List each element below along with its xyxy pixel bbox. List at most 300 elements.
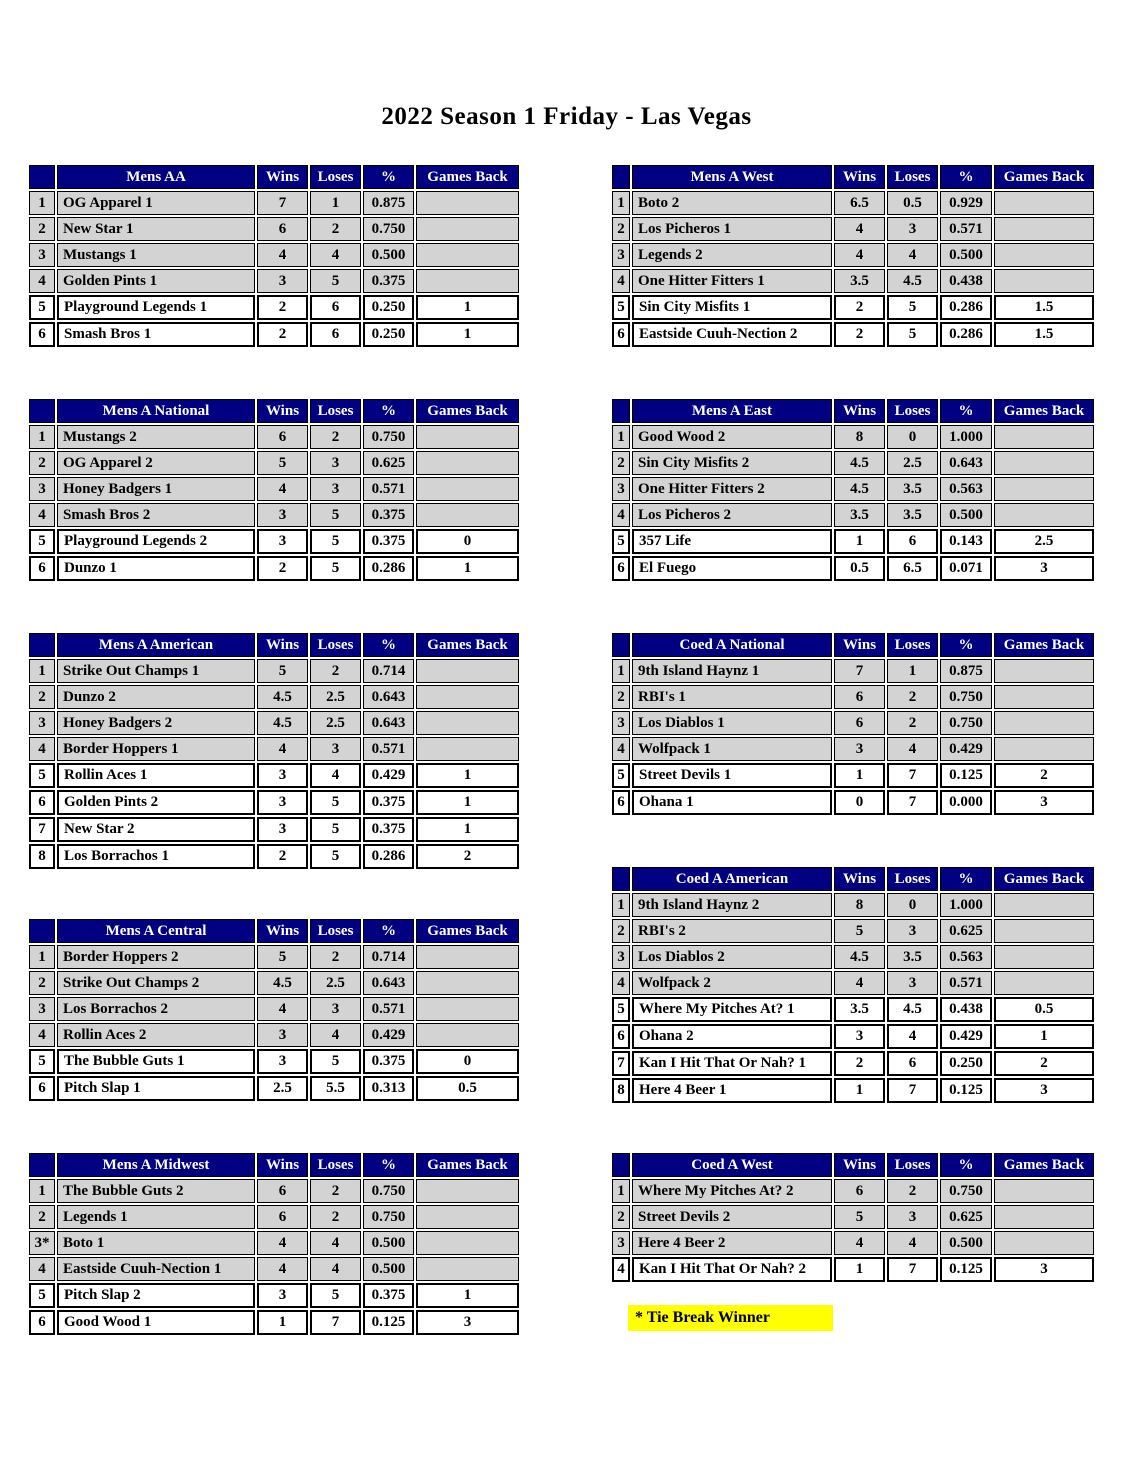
games-back-cell	[416, 1231, 519, 1255]
table-row	[612, 503, 1094, 527]
rank-cell: 3	[612, 945, 630, 969]
wins-cell: 4	[257, 997, 308, 1021]
team-cell: New Star 1	[57, 217, 255, 241]
table-title: Coed A American	[632, 867, 832, 891]
team-cell: Good Wood 1	[57, 1310, 255, 1335]
games-back-cell: 1	[416, 322, 519, 347]
pct-cell: 0.250	[363, 322, 414, 347]
rank-cell: 8	[612, 1078, 630, 1103]
team-cell: Border Hoppers 1	[57, 737, 255, 761]
table-row	[612, 1179, 1094, 1203]
table-row	[29, 217, 519, 241]
games-back-cell: 2.5	[994, 529, 1094, 554]
games-back-cell: 0	[416, 1049, 519, 1074]
wins-cell: 1	[834, 1078, 885, 1103]
wins-cell: 4	[257, 1257, 308, 1281]
rank-cell: 3	[612, 1231, 630, 1255]
table-row	[612, 477, 1094, 501]
rank-cell: 4	[29, 1023, 55, 1047]
pct-cell: 0.375	[363, 1283, 414, 1308]
table-corner-cell	[29, 399, 55, 423]
games-back-cell	[416, 243, 519, 267]
games-back-cell	[994, 685, 1094, 709]
table-corner-cell	[612, 165, 630, 189]
table-row	[29, 1179, 519, 1203]
table-header-row	[612, 165, 1094, 189]
team-cell: Mustangs 1	[57, 243, 255, 267]
pct-cell: 0.438	[940, 269, 992, 293]
pct-cell: 0.313	[363, 1076, 414, 1101]
team-cell: One Hitter Fitters 2	[632, 477, 832, 501]
table-row	[29, 711, 519, 735]
rank-cell: 1	[612, 893, 630, 917]
table-row	[29, 1205, 519, 1229]
loses-cell: 2	[310, 945, 361, 969]
wins-cell: 7	[257, 191, 308, 215]
wins-cell: 4.5	[834, 451, 885, 475]
loses-cell: 5	[310, 269, 361, 293]
loses-cell: 1	[310, 191, 361, 215]
wins-cell: 2	[257, 322, 308, 347]
wins-cell: 8	[834, 425, 885, 449]
rank-cell: 5	[29, 763, 55, 788]
wins-cell: 1	[834, 529, 885, 554]
col-header-wins: Wins	[257, 633, 308, 657]
col-header-games-back: Games Back	[416, 919, 519, 943]
table-corner-cell	[29, 919, 55, 943]
wins-cell: 4	[834, 1231, 885, 1255]
table-row	[612, 971, 1094, 995]
pct-cell: 0.286	[940, 322, 992, 347]
table-row	[612, 425, 1094, 449]
games-back-cell	[994, 243, 1094, 267]
col-header-loses: Loses	[887, 399, 938, 423]
col-header-wins: Wins	[257, 919, 308, 943]
wins-cell: 6	[834, 1179, 885, 1203]
games-back-cell: 1.5	[994, 295, 1094, 320]
team-cell: Legends 2	[632, 243, 832, 267]
table-row	[612, 685, 1094, 709]
table-row	[612, 893, 1094, 917]
team-cell: Mustangs 2	[57, 425, 255, 449]
col-header-loses: Loses	[310, 633, 361, 657]
pct-cell: 0.714	[363, 659, 414, 683]
games-back-cell	[416, 659, 519, 683]
loses-cell: 4	[887, 1231, 938, 1255]
team-cell: Street Devils 1	[632, 763, 832, 788]
rank-cell: 1	[29, 425, 55, 449]
standings-table-mens-aa	[27, 163, 521, 349]
team-cell: The Bubble Guts 1	[57, 1049, 255, 1074]
games-back-cell	[416, 945, 519, 969]
table-row	[29, 1076, 519, 1101]
table-row	[612, 1205, 1094, 1229]
col-header-games-back: Games Back	[994, 867, 1094, 891]
rank-cell: 1	[29, 191, 55, 215]
rank-cell: 6	[612, 322, 630, 347]
pct-cell: 0.250	[940, 1051, 992, 1076]
wins-cell: 4	[257, 737, 308, 761]
pct-cell: 0.625	[940, 919, 992, 943]
rank-cell: 1	[29, 1179, 55, 1203]
pct-cell: 1.000	[940, 425, 992, 449]
wins-cell: 2	[257, 844, 308, 869]
games-back-cell	[994, 503, 1094, 527]
rank-cell: 5	[612, 295, 630, 320]
loses-cell: 4	[310, 763, 361, 788]
team-cell: Honey Badgers 1	[57, 477, 255, 501]
games-back-cell	[416, 685, 519, 709]
wins-cell: 5	[257, 659, 308, 683]
games-back-cell	[994, 893, 1094, 917]
loses-cell: 5	[310, 790, 361, 815]
team-cell: Wolfpack 1	[632, 737, 832, 761]
loses-cell: 2	[310, 217, 361, 241]
table-row	[612, 790, 1094, 815]
wins-cell: 6	[834, 685, 885, 709]
team-cell: Los Diablos 1	[632, 711, 832, 735]
games-back-cell: 3	[994, 1078, 1094, 1103]
pct-cell: 0.125	[940, 1078, 992, 1103]
rank-cell: 2	[612, 1205, 630, 1229]
table-row	[29, 243, 519, 267]
loses-cell: 5	[887, 322, 938, 347]
team-cell: Where My Pitches At? 1	[632, 997, 832, 1022]
games-back-cell: 3	[994, 790, 1094, 815]
team-cell: El Fuego	[632, 556, 832, 581]
wins-cell: 6	[257, 425, 308, 449]
team-cell: Legends 1	[57, 1205, 255, 1229]
loses-cell: 7	[887, 763, 938, 788]
table-header-row	[612, 1153, 1094, 1177]
rank-cell: 5	[612, 997, 630, 1022]
rank-cell: 4	[612, 737, 630, 761]
rank-cell: 4	[29, 269, 55, 293]
col-header-loses: Loses	[310, 399, 361, 423]
pct-cell: 0.500	[363, 1257, 414, 1281]
rank-cell: 3	[612, 711, 630, 735]
loses-cell: 1	[887, 659, 938, 683]
games-back-cell	[416, 711, 519, 735]
table-row	[612, 1078, 1094, 1103]
table-row	[612, 322, 1094, 347]
rank-cell: 3	[612, 243, 630, 267]
table-row	[29, 322, 519, 347]
table-corner-cell	[29, 1153, 55, 1177]
games-back-cell	[416, 191, 519, 215]
tie-break-note: * Tie Break Winner	[628, 1305, 833, 1331]
rank-cell: 4	[29, 737, 55, 761]
table-row	[612, 1024, 1094, 1049]
standings-table-coed-a-west	[610, 1151, 1096, 1284]
standings-table-mens-a-central	[27, 917, 521, 1103]
pct-cell: 0.643	[363, 711, 414, 735]
games-back-cell	[416, 425, 519, 449]
rank-cell: 1	[612, 659, 630, 683]
rank-cell: 3	[29, 711, 55, 735]
pct-cell: 0.438	[940, 997, 992, 1022]
games-back-cell: 1	[416, 817, 519, 842]
table-header-row	[612, 867, 1094, 891]
team-cell: 9th Island Haynz 1	[632, 659, 832, 683]
games-back-cell: 1	[416, 1283, 519, 1308]
pct-cell: 0.375	[363, 1049, 414, 1074]
pct-cell: 0.429	[940, 737, 992, 761]
wins-cell: 4	[834, 971, 885, 995]
pct-cell: 0.571	[940, 217, 992, 241]
loses-cell: 6	[887, 529, 938, 554]
table-header-row	[29, 919, 519, 943]
games-back-cell	[994, 711, 1094, 735]
pct-cell: 0.563	[940, 477, 992, 501]
loses-cell: 5	[310, 529, 361, 554]
wins-cell: 4	[834, 243, 885, 267]
wins-cell: 3	[257, 790, 308, 815]
games-back-cell: 2	[416, 844, 519, 869]
loses-cell: 7	[887, 1078, 938, 1103]
pct-cell: 0.643	[363, 971, 414, 995]
col-header-games-back: Games Back	[994, 399, 1094, 423]
team-cell: Good Wood 2	[632, 425, 832, 449]
table-row	[29, 529, 519, 554]
table-header-row	[29, 165, 519, 189]
standings-table-coed-a-national	[610, 631, 1096, 817]
games-back-cell	[416, 997, 519, 1021]
standings-table-mens-a-east	[610, 397, 1096, 583]
table-row	[29, 997, 519, 1021]
table-corner-cell	[612, 1153, 630, 1177]
loses-cell: 5	[887, 295, 938, 320]
col-header-wins: Wins	[834, 399, 885, 423]
wins-cell: 1	[257, 1310, 308, 1335]
loses-cell: 4.5	[887, 997, 938, 1022]
games-back-cell	[994, 945, 1094, 969]
team-cell: Smash Bros 1	[57, 322, 255, 347]
rank-cell: 4	[612, 269, 630, 293]
team-cell: Boto 2	[632, 191, 832, 215]
games-back-cell: 3	[994, 1257, 1094, 1282]
loses-cell: 0	[887, 893, 938, 917]
table-row	[29, 1023, 519, 1047]
wins-cell: 1	[834, 1257, 885, 1282]
loses-cell: 4.5	[887, 269, 938, 293]
table-row	[29, 1310, 519, 1335]
col-header-games-back: Games Back	[416, 399, 519, 423]
team-cell: Strike Out Champs 2	[57, 971, 255, 995]
rank-cell: 6	[29, 322, 55, 347]
col-header-wins: Wins	[834, 867, 885, 891]
games-back-cell: 3	[416, 1310, 519, 1335]
pct-cell: 0.571	[363, 737, 414, 761]
wins-cell: 4	[834, 217, 885, 241]
loses-cell: 0	[887, 425, 938, 449]
rank-cell: 6	[29, 556, 55, 581]
table-row	[612, 945, 1094, 969]
table-row	[612, 737, 1094, 761]
table-row	[29, 685, 519, 709]
wins-cell: 3	[257, 529, 308, 554]
wins-cell: 3	[834, 737, 885, 761]
games-back-cell: 1	[994, 1024, 1094, 1049]
wins-cell: 6	[257, 1179, 308, 1203]
team-cell: Here 4 Beer 2	[632, 1231, 832, 1255]
table-title: Coed A National	[632, 633, 832, 657]
loses-cell: 4	[887, 243, 938, 267]
team-cell: Border Hoppers 2	[57, 945, 255, 969]
table-row	[612, 1257, 1094, 1282]
wins-cell: 2.5	[257, 1076, 308, 1101]
loses-cell: 3	[887, 217, 938, 241]
wins-cell: 4	[257, 477, 308, 501]
loses-cell: 2	[310, 659, 361, 683]
loses-cell: 3	[310, 477, 361, 501]
table-title: Mens A West	[632, 165, 832, 189]
wins-cell: 2	[834, 1051, 885, 1076]
table-row	[29, 1283, 519, 1308]
pct-cell: 0.286	[363, 556, 414, 581]
wins-cell: 5	[257, 945, 308, 969]
rank-cell: 5	[612, 763, 630, 788]
col-header-loses: Loses	[310, 165, 361, 189]
rank-cell: 5	[612, 529, 630, 554]
rank-cell: 4	[612, 1257, 630, 1282]
pct-cell: 0.286	[940, 295, 992, 320]
pct-cell: 0.429	[363, 1023, 414, 1047]
col-header-loses: Loses	[887, 165, 938, 189]
wins-cell: 2	[834, 322, 885, 347]
table-row	[612, 295, 1094, 320]
table-row	[29, 1257, 519, 1281]
games-back-cell	[994, 737, 1094, 761]
rank-cell: 2	[612, 451, 630, 475]
col-header-pct: %	[363, 919, 414, 943]
team-cell: Sin City Misfits 1	[632, 295, 832, 320]
rank-cell: 3	[29, 477, 55, 501]
table-row	[29, 269, 519, 293]
games-back-cell: 1	[416, 790, 519, 815]
loses-cell: 7	[887, 790, 938, 815]
team-cell: OG Apparel 1	[57, 191, 255, 215]
rank-cell: 2	[612, 217, 630, 241]
games-back-cell: 1	[416, 763, 519, 788]
wins-cell: 2	[834, 295, 885, 320]
games-back-cell	[994, 1205, 1094, 1229]
team-cell: RBI's 1	[632, 685, 832, 709]
rank-cell: 5	[29, 1283, 55, 1308]
rank-cell: 3*	[29, 1231, 55, 1255]
games-back-cell	[994, 1179, 1094, 1203]
rank-cell: 1	[29, 659, 55, 683]
rank-cell: 2	[612, 919, 630, 943]
rank-cell: 2	[29, 1205, 55, 1229]
pct-cell: 0.875	[363, 191, 414, 215]
pct-cell: 0.250	[363, 295, 414, 320]
table-row	[29, 817, 519, 842]
wins-cell: 5	[257, 451, 308, 475]
games-back-cell	[416, 217, 519, 241]
team-cell: Boto 1	[57, 1231, 255, 1255]
team-cell: Ohana 1	[632, 790, 832, 815]
loses-cell: 6	[887, 1051, 938, 1076]
games-back-cell	[416, 1205, 519, 1229]
wins-cell: 4.5	[257, 685, 308, 709]
loses-cell: 2	[887, 1179, 938, 1203]
pct-cell: 0.125	[363, 1310, 414, 1335]
col-header-wins: Wins	[257, 165, 308, 189]
wins-cell: 6	[834, 711, 885, 735]
table-row	[612, 711, 1094, 735]
loses-cell: 2.5	[310, 711, 361, 735]
standings-table-mens-a-west	[610, 163, 1096, 349]
wins-cell: 5	[834, 1205, 885, 1229]
team-cell: Playground Legends 2	[57, 529, 255, 554]
games-back-cell	[416, 1023, 519, 1047]
team-cell: Dunzo 2	[57, 685, 255, 709]
col-header-pct: %	[940, 399, 992, 423]
loses-cell: 2.5	[887, 451, 938, 475]
team-cell: Los Picheros 1	[632, 217, 832, 241]
table-row	[612, 1231, 1094, 1255]
rank-cell: 6	[612, 790, 630, 815]
games-back-cell	[994, 217, 1094, 241]
col-header-wins: Wins	[257, 1153, 308, 1177]
pct-cell: 0.643	[940, 451, 992, 475]
wins-cell: 0	[834, 790, 885, 815]
games-back-cell: 3	[994, 556, 1094, 581]
wins-cell: 3	[257, 817, 308, 842]
table-header-row	[29, 1153, 519, 1177]
table-header-row	[29, 399, 519, 423]
team-cell: Rollin Aces 1	[57, 763, 255, 788]
loses-cell: 5	[310, 817, 361, 842]
standings-table-mens-a-national	[27, 397, 521, 583]
table-corner-cell	[29, 165, 55, 189]
loses-cell: 2.5	[310, 685, 361, 709]
wins-cell: 4	[257, 243, 308, 267]
loses-cell: 3	[310, 997, 361, 1021]
pct-cell: 0.500	[363, 243, 414, 267]
games-back-cell	[994, 477, 1094, 501]
pct-cell: 0.125	[940, 1257, 992, 1282]
rank-cell: 4	[29, 1257, 55, 1281]
col-header-games-back: Games Back	[416, 165, 519, 189]
pct-cell: 0.500	[940, 503, 992, 527]
wins-cell: 3	[257, 1023, 308, 1047]
rank-cell: 6	[612, 1024, 630, 1049]
table-title: Mens A Midwest	[57, 1153, 255, 1177]
team-cell: OG Apparel 2	[57, 451, 255, 475]
table-row	[29, 844, 519, 869]
rank-cell: 2	[29, 217, 55, 241]
rank-cell: 6	[29, 1310, 55, 1335]
loses-cell: 5	[310, 844, 361, 869]
loses-cell: 4	[887, 1024, 938, 1049]
table-row	[29, 945, 519, 969]
table-title: Mens A National	[57, 399, 255, 423]
pct-cell: 0.571	[363, 997, 414, 1021]
wins-cell: 4.5	[257, 971, 308, 995]
wins-cell: 3	[257, 763, 308, 788]
wins-cell: 3.5	[834, 269, 885, 293]
col-header-pct: %	[940, 165, 992, 189]
pct-cell: 0.750	[363, 217, 414, 241]
loses-cell: 3	[310, 737, 361, 761]
pct-cell: 0.571	[940, 971, 992, 995]
wins-cell: 4.5	[834, 945, 885, 969]
table-corner-cell	[612, 867, 630, 891]
team-cell: Pitch Slap 2	[57, 1283, 255, 1308]
rank-cell: 4	[612, 971, 630, 995]
